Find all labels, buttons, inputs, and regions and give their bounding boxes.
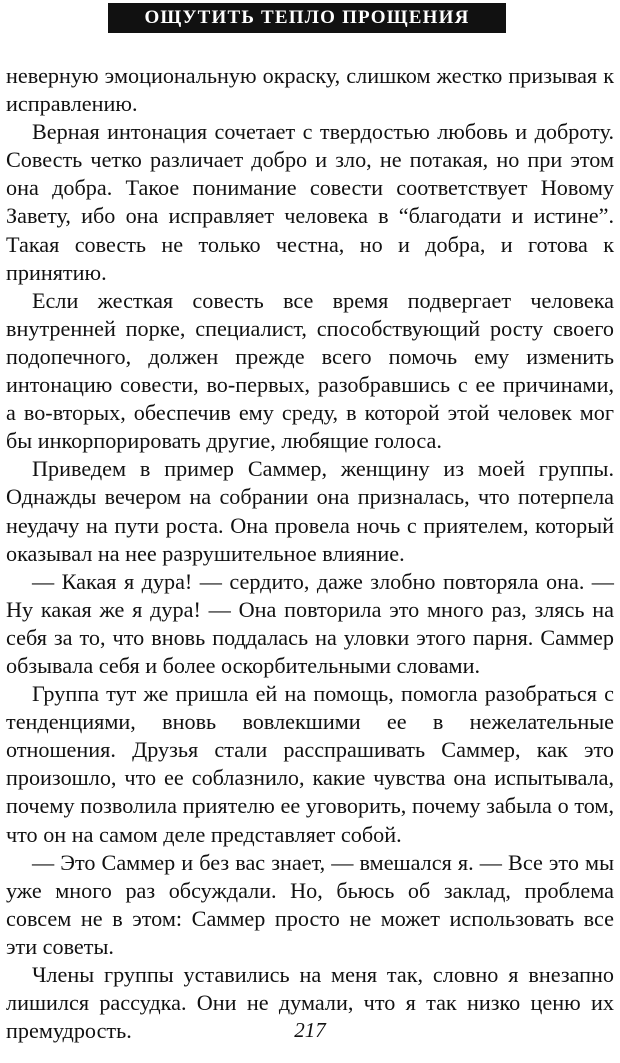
paragraph: Если жесткая совесть все время подвергает человека внутренней порке, специалист, способствующий росту своего подопечного, должен прежде всего помочь ему изменить интонацию совести, во-первых, разобравшись с ее причинами, а во-вторых, обеспечив ему среду, в которой этой человек мог бы инкорпорировать другие, любящие голоса. <box>6 287 614 454</box>
paragraph: Верная интонация сочетает с твердостью любовь и доброту. Совесть четко различает добро и зло, не потакая, но при этом она добра. Такое понимание совести соответствует Новому Завету, ибо она исправляет человека в “благодати и истине”. Такая совесть не только честна, но и добра, и готова к принятию. <box>6 119 614 285</box>
page-number: 217 <box>294 1018 326 1042</box>
paragraph: Приведем в пример Саммер, женщину из моей группы. Однажды вечером на собрании она призналась, что потерпела неудачу на пути роста. Она провела ночь с приятелем, который оказывал на нее разрушительное влияние. <box>6 456 614 566</box>
paragraph: Группа тут же пришла ей на помощь, помогла разобраться с тенденциями, вновь вовлекшими ее в нежелательные отношения. Друзья стали расспрашивать Саммер, как это произошло, что ее соблазнило, какие чувства она испытывала, почему позволила приятелю ее уговорить, почему забыла о том, что он на самом деле представляет собой. <box>6 681 614 847</box>
dialogue-paragraph: — Какая я дура! — сердито, даже злобно повторяла она. — Ну какая же я дура! — Она повторила это много раз, злясь на себя за то, что вновь поддалась на уловки этого парня. Саммер обзывала себя и более оскорбительными словами. <box>6 568 614 678</box>
running-header <box>108 3 506 33</box>
paragraph: Члены группы уставились на меня так, словно я внезапно лишился рассудка. Они не думали, что я так низко ценю их премудрость. <box>6 962 614 1044</box>
running-header-title: ОЩУТИТЬ ТЕПЛО ПРОЩЕНИЯ <box>144 7 470 28</box>
page-body <box>6 62 614 1045</box>
dialogue-paragraph: — Это Саммер и без вас знает, — вмешался я. — Все это мы уже много раз обсуждали. Но, бьюсь об заклад, проблема совсем не в этом: Саммер просто не может использовать все эти советы. <box>6 849 614 959</box>
paragraph-continuation: неверную эмоциональную окраску, слишком жестко призывая к исправлению. <box>6 63 614 117</box>
